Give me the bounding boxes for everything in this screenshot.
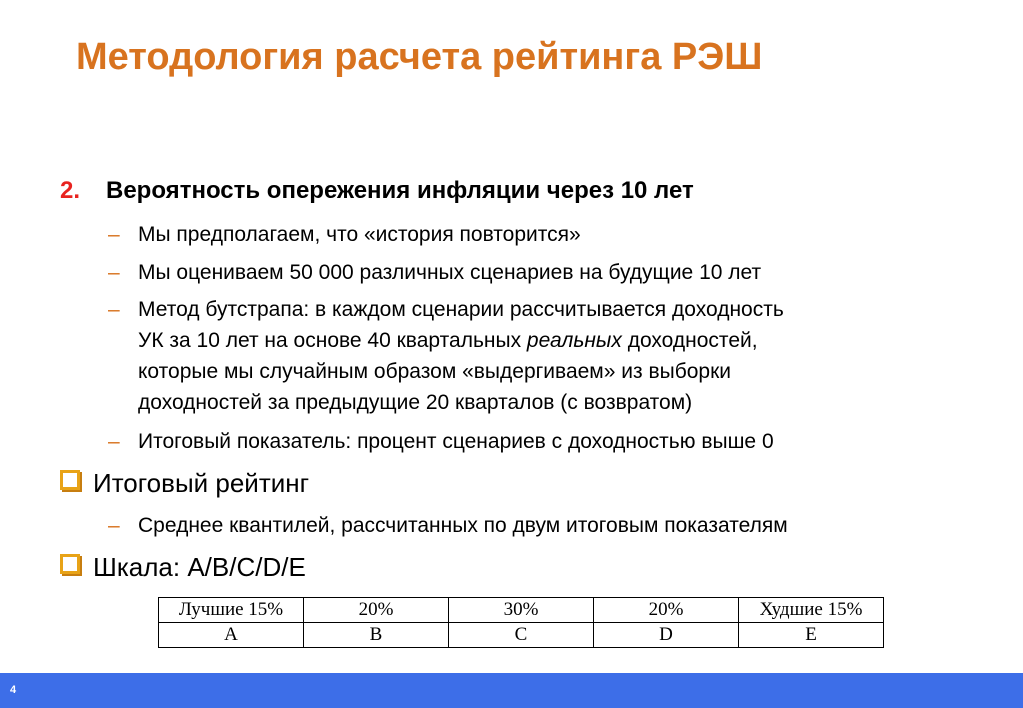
- dash-icon: –: [108, 430, 120, 453]
- section-heading: [60, 177, 694, 205]
- table-row-percentages: [159, 598, 884, 623]
- table-cell: 20%: [594, 598, 739, 623]
- page-number: 4: [10, 684, 17, 696]
- bullet-text: Итоговый показатель: процент сценариев с доходностью выше 0: [138, 430, 774, 453]
- checkbox-icon: [60, 554, 80, 574]
- dash-icon: –: [108, 514, 120, 537]
- table-cell: D: [594, 623, 739, 648]
- bullet-text-line-1: Метод бутстрапа: в каждом сценарии рассчитывается доходность: [138, 298, 784, 321]
- line-2-end: доходностей,: [621, 329, 758, 352]
- final-rating-label: Итоговый рейтинг: [93, 468, 310, 498]
- table-cell: A: [159, 623, 304, 648]
- bullet-text: Мы оцениваем 50 000 различных сценариев на будущие 10 лет: [138, 261, 762, 284]
- bullet-history: [108, 219, 581, 250]
- section-number: 2.: [60, 177, 81, 204]
- table-cell: C: [449, 623, 594, 648]
- table-cell: Лучшие 15%: [159, 598, 304, 623]
- bullet-final-indicator: [108, 426, 774, 457]
- dash-icon: –: [108, 223, 120, 246]
- table-cell: 20%: [304, 598, 449, 623]
- table-row-grades: [159, 623, 884, 648]
- section-heading-text: Вероятность опережения инфляции через 10 лет: [106, 177, 694, 204]
- italic-word: реальных: [526, 329, 622, 352]
- table-cell: B: [304, 623, 449, 648]
- bullet-quantile-average: [108, 510, 788, 541]
- dash-icon: –: [108, 261, 120, 284]
- footer-bar: [0, 673, 1023, 708]
- scale-table: [158, 597, 884, 648]
- bullet-text-line-2: [108, 325, 784, 356]
- bullet-bootstrap: [108, 294, 784, 418]
- dash-icon: –: [108, 298, 120, 321]
- checkbox-icon: [60, 470, 80, 490]
- final-rating-item: [60, 468, 309, 499]
- bullet-text: Мы предполагаем, что «история повторится»: [138, 223, 581, 246]
- line-2-start: УК за 10 лет на основе 40 квартальных: [138, 329, 527, 352]
- slide-title: Методология расчета рейтинга РЭШ: [76, 36, 763, 78]
- bullet-scenarios: [108, 257, 761, 288]
- bullet-text: Среднее квантилей, рассчитанных по двум итоговым показателям: [138, 514, 788, 537]
- table-cell: Худшие 15%: [739, 598, 884, 623]
- scale-item: [60, 552, 306, 583]
- table-cell: E: [739, 623, 884, 648]
- bullet-text-line-3: которые мы случайным образом «выдергиваем» из выборки: [138, 360, 732, 383]
- table-cell: 30%: [449, 598, 594, 623]
- scale-label: Шкала: A/B/C/D/E: [93, 552, 306, 582]
- bullet-text-line-4: доходностей за предыдущие 20 кварталов (с возвратом): [138, 391, 693, 414]
